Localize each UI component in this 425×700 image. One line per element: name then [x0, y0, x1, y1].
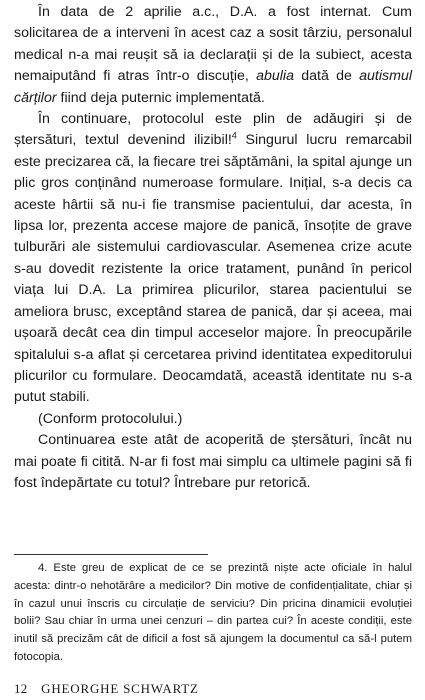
paragraph-1-text-3: fiind deja puternic implementată.: [56, 89, 265, 106]
page-number: 12: [14, 681, 28, 696]
paragraph-4: Continuarea este atât de acoperită de ștersături, încât nu mai poate fi citită. N-ar fi fost mai simplu ca ultimele pagini să fi fost îndepărtate cu totul? Întrebare pur retorică.: [14, 432, 412, 491]
author-name: GHEORGHE SCHWARTZ: [41, 681, 199, 696]
paragraph-1: [14, 2, 412, 109]
main-text: [14, 2, 412, 494]
paragraph-1-text: În data de 2 aprilie a.c., D.A. a fost internat. Cum solicitarea de a interveni în acest caz a sosit târziu, personalul medical n-a mai reușit să ia declarații și de la subiect, acesta nemaiputând fi atras într-o discuție,: [14, 4, 412, 85]
paragraph-2: [14, 109, 412, 409]
running-footer: [14, 681, 199, 697]
footnote-divider: [14, 554, 208, 555]
footnote-reference[interactable]: 4: [231, 130, 237, 141]
footnote-4: 4. Este greu de explicat de ce se prezintă niște acte oficiale în halul acesta: dintr-o nehotărâre a medicilor? Din motive de confidențialitate, chiar și în cazul unui înscris cu circulație de serviciu? Din pricina dinamicii evoluției bolii? Sau chiar în urma unei cenzuri – din partea cui? În aceste condiții, este inutil să precizăm cât de dificil a fost să ajungem la documentul ca să-l putem fotocopia.: [14, 562, 412, 663]
paragraph-3: (Conform protocolului.): [38, 410, 183, 427]
paragraph-2-text-2: Singurul lucru remarcabil este precizarea că, la fiecare trei săptămâni, la spital ajunge un plic gros conținând numeroase formulare. Inițial, s-a decis ca aceste hârtii să nu-i fie transmise pacientului, dar acesta, în lipsa lor, prezenta accese majore de panică, însoțite de grave tulburări ale sistemului cardiovascular. Asemenea crize acute s-au dovedit rezistente la orice tratament, punând în pericol viața lui D.A. La primirea plicurilor, starea pacientului se ameliora brusc, exceptând starea de panică, dar și aceea, mai ușoară decât cea din timpul acceselor majore. În preocupările spitalului s-a aflat și cercetarea privind identitatea expeditorului plicurilor cu formulare. Deocamdată, această identitate nu s-a putut stabili.: [14, 132, 413, 406]
italic-autismul-cartilor: autismul cărților: [14, 68, 412, 106]
italic-abulia: abulia: [256, 68, 294, 85]
paragraph-2-text: În continuare, protocolul este plin de adăugiri și de ștersături, textul devenind ilizibil!: [14, 111, 412, 149]
paragraph-1-text-2: dată de: [293, 68, 360, 85]
